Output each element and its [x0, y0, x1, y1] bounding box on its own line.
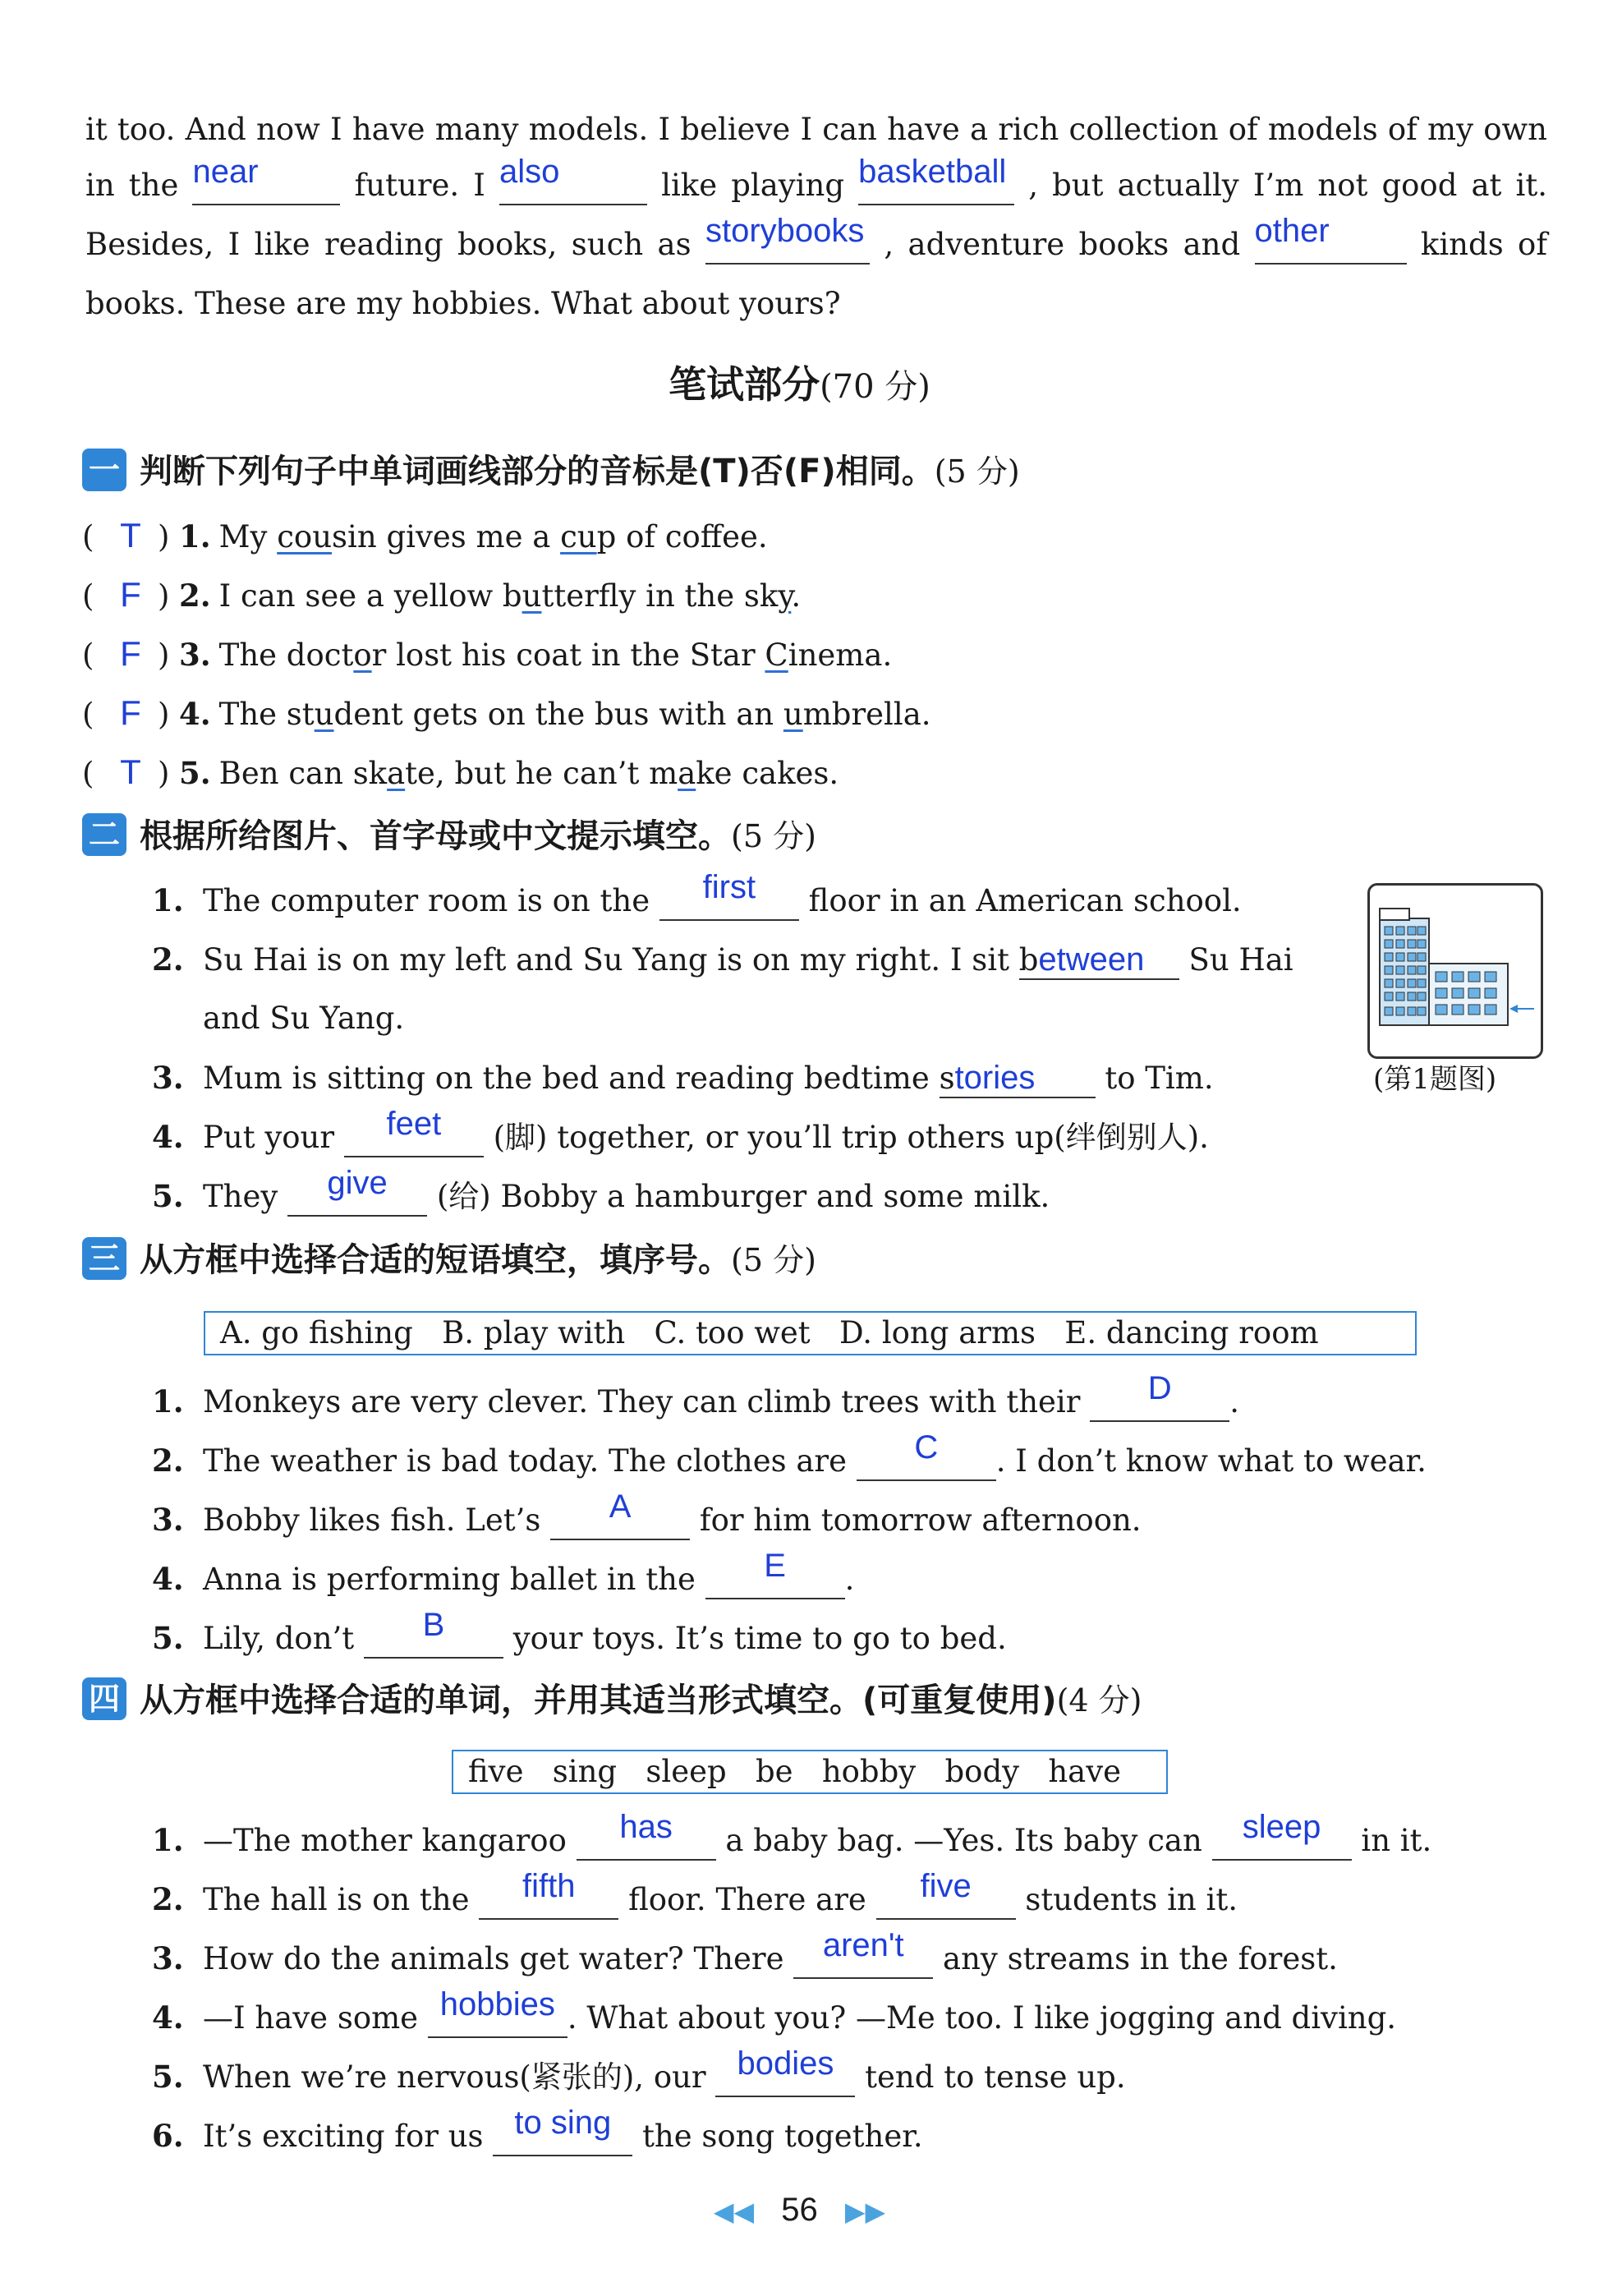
item-number: 3.: [152, 1940, 184, 1976]
answer: fifth: [522, 1868, 576, 1904]
answer: E: [764, 1548, 786, 1584]
answer-blank[interactable]: [577, 1809, 716, 1861]
tf-answer[interactable]: T: [120, 752, 141, 791]
answer: has: [619, 1809, 673, 1845]
answer: D: [1147, 1370, 1172, 1406]
text: When we’re nervous(紧张的), our: [203, 2059, 706, 2095]
item-number: 4.: [179, 696, 211, 732]
text: te, but he can’t m: [405, 756, 678, 791]
text: in the: [85, 168, 179, 203]
answer-blank[interactable]: [192, 154, 340, 205]
section-points: (5 分): [934, 453, 1020, 490]
text: .: [1229, 1384, 1239, 1419]
passage-line-1: it too. And now I have many models. I believe I can have a rich collection of models of my own: [85, 112, 1547, 147]
item-number: 5.: [152, 1178, 184, 1214]
underlined-part: C: [765, 637, 788, 673]
text: tend to tense up.: [865, 2059, 1126, 2095]
underlined-part: o: [353, 637, 372, 673]
s3-item-2: [152, 1429, 1427, 1486]
text: for him tomorrow afternoon.: [699, 1502, 1142, 1538]
text: The st: [218, 697, 315, 732]
text: Monkeys are very clever. They can climb trees with their: [203, 1384, 1081, 1419]
answer-blank[interactable]: [858, 154, 1014, 205]
text: Ben can sk: [218, 756, 388, 791]
item-number: 1.: [152, 1383, 184, 1419]
tf-item-1: ( T ) 1. My cousin gives me a cup of coffee.: [82, 511, 768, 562]
s2-item-2: [152, 935, 1293, 985]
text: My: [218, 519, 278, 554]
section-points: (4 分): [1056, 1682, 1142, 1719]
answer: basketball: [858, 154, 1007, 190]
answer-blank[interactable]: [659, 869, 799, 921]
answer-blank[interactable]: [344, 1106, 484, 1157]
s4-item-2: [152, 1868, 1238, 1925]
text: The computer room is on the: [203, 883, 650, 918]
text: The hall is on the: [203, 1882, 470, 1917]
section-title: [0, 355, 1599, 409]
item-number: 1.: [179, 518, 211, 554]
answer-blank[interactable]: [493, 2105, 632, 2156]
s4-item-4: [152, 1986, 1397, 2043]
item-number: 5.: [152, 2059, 184, 2095]
answer-blank[interactable]: [940, 1060, 1096, 1098]
item-number: 1.: [152, 1822, 184, 1858]
item-number: 1.: [152, 882, 184, 918]
answer-blank[interactable]: [499, 154, 647, 205]
tf-item-4: ( F ) 4. The student gets on the bus with an umbrella.: [82, 688, 931, 739]
answer: feet: [386, 1106, 442, 1142]
answer-blank[interactable]: [287, 1165, 427, 1217]
answer: A: [609, 1488, 632, 1525]
answer: C: [914, 1429, 939, 1465]
section-instruction: 根据所给图片、首字母或中文提示填空。: [140, 817, 731, 855]
answer-blank[interactable]: [793, 1927, 933, 1979]
answer-blank[interactable]: [705, 1548, 845, 1599]
item-number: 3.: [152, 1060, 184, 1096]
s3-item-1: [152, 1370, 1239, 1427]
text: to Tim.: [1105, 1061, 1214, 1096]
underlined-part: y: [778, 578, 792, 614]
text: in it.: [1361, 1823, 1432, 1858]
text: Su Hai: [1188, 942, 1293, 978]
tf-answer[interactable]: F: [120, 575, 141, 614]
text: Put your: [203, 1120, 335, 1155]
text: Lily, don’t: [203, 1621, 355, 1656]
text: ke cakes.: [696, 756, 839, 791]
text: like playing: [661, 168, 845, 203]
text: students in it.: [1025, 1882, 1238, 1917]
text: How do the animals get water? There: [203, 1941, 784, 1976]
answer: near: [192, 154, 259, 190]
section-instruction: 从方框中选择合适的短语填空，填序号。: [140, 1241, 731, 1279]
item-number: 5.: [179, 755, 211, 791]
phrase-box: A. go fishing B. play with C. too wet D. long arms E. dancing room: [204, 1311, 1417, 1355]
passage-line-2: [85, 154, 1547, 210]
answer-blank[interactable]: [1090, 1370, 1229, 1422]
text: dent gets on the bus with an: [333, 697, 783, 732]
prev-arrows-icon: ◀◀: [713, 2197, 755, 2226]
text: mbrella.: [802, 697, 931, 732]
text: any streams in the forest.: [943, 1941, 1338, 1976]
tf-item-2: ( F ) 2. I can see a yellow butterfly in the sky.: [82, 570, 801, 621]
text: . What about you? —Me too. I like jogging and diving.: [567, 2000, 1397, 2036]
text: Su Hai is on my left and Su Yang is on my right. I sit: [203, 942, 1009, 978]
answer: B: [422, 1607, 445, 1643]
passage-line-3: [85, 213, 1548, 269]
answer-blank[interactable]: [857, 1429, 996, 1481]
s4-item-1: [152, 1809, 1432, 1866]
text: It’s exciting for us: [203, 2119, 484, 2154]
answer-blank[interactable]: [715, 2045, 855, 2097]
answer: tories: [954, 1060, 1036, 1096]
s4-item-5: [152, 2045, 1126, 2102]
section-badge: 四: [82, 1677, 126, 1720]
answer: aren't: [822, 1927, 904, 1963]
s2-item-1: [152, 869, 1242, 926]
section-2-header: [82, 812, 816, 861]
section-instruction: 判断下列句子中单词画线部分的音标是(T)否(F)相同。: [140, 453, 935, 490]
item-number: 6.: [152, 2118, 184, 2154]
answer-blank[interactable]: [428, 1986, 567, 2038]
tf-item-5: ( T ) 5. Ben can skate, but he can’t make cakes.: [82, 748, 839, 798]
answer: first: [702, 869, 756, 905]
text: .: [791, 578, 802, 614]
text: (给) Bobby a hamburger and some milk.: [436, 1179, 1050, 1214]
section-badge: 二: [82, 813, 126, 856]
section-points: (5 分): [731, 1242, 816, 1278]
answer-blank[interactable]: [550, 1488, 690, 1540]
title-points: (70 分): [820, 368, 930, 406]
underlined-part: cou: [277, 519, 333, 554]
s2-item-3: [152, 1053, 1214, 1103]
underlined-part: cu: [560, 519, 597, 554]
text: Bobby likes fish. Let’s: [203, 1502, 541, 1538]
s3-item-5: [152, 1607, 1007, 1663]
text: your toys. It’s time to go to bed.: [512, 1621, 1007, 1656]
text: Besides, I like reading books, such as: [85, 227, 692, 262]
title-main: 笔试部分: [669, 362, 820, 407]
answer: bodies: [737, 2045, 834, 2082]
picture-caption: (第1题图): [1373, 1063, 1497, 1096]
item-number: 5.: [152, 1620, 184, 1656]
answer: etween: [1038, 941, 1145, 978]
text: p of coffee.: [596, 519, 768, 554]
s4-item-6: [152, 2105, 923, 2161]
page-footer: [0, 2192, 1599, 2229]
section-badge: 三: [82, 1237, 126, 1280]
section-1-header: [82, 447, 1020, 496]
text: , adventure books and: [884, 227, 1241, 262]
tf-answer[interactable]: F: [120, 693, 141, 732]
section-instruction: 从方框中选择合适的单词，并用其适当形式填空。(可重复使用): [140, 1682, 1057, 1719]
text: —The mother kangaroo: [203, 1823, 567, 1858]
text: tterfly in the sk: [541, 578, 779, 614]
text: I can see a yellow b: [218, 578, 522, 614]
tf-answer[interactable]: T: [120, 516, 141, 554]
answer: to sing: [514, 2105, 612, 2141]
page-number: 56: [781, 2192, 818, 2228]
answer-blank[interactable]: [1019, 941, 1179, 980]
answer-blank[interactable]: [364, 1607, 503, 1659]
text: The weather is bad today. The clothes are: [203, 1443, 847, 1479]
answer: hobbies: [439, 1986, 555, 2022]
item-number: 2.: [152, 1442, 184, 1479]
underlined-part: u: [522, 578, 542, 614]
tf-item-3: ( F ) 3. The doctor lost his coat in the Star Cinema.: [82, 629, 892, 680]
section-3-header: [82, 1235, 816, 1285]
underlined-part: a: [678, 756, 696, 791]
section-points: (5 分): [731, 818, 816, 854]
answer: other: [1254, 213, 1330, 249]
answer: storybooks: [705, 213, 865, 249]
item-number: 4.: [152, 1119, 184, 1155]
underlined-part: u: [783, 697, 803, 732]
tf-answer[interactable]: F: [120, 634, 141, 673]
s3-item-4: [152, 1548, 855, 1604]
answer: five: [920, 1868, 972, 1904]
next-arrows-icon: ▶▶: [844, 2197, 886, 2226]
answer-blank[interactable]: [876, 1868, 1016, 1920]
text: The doct: [218, 637, 354, 673]
answer: sleep: [1242, 1809, 1321, 1845]
text: the song together.: [642, 2119, 923, 2154]
section-badge: 一: [82, 449, 126, 491]
answer: also: [499, 154, 560, 190]
text: .: [844, 1562, 855, 1597]
text: kinds of: [1420, 227, 1548, 262]
text: They: [203, 1179, 278, 1214]
s2-item-2-cont: and Su Yang.: [203, 1001, 405, 1036]
initial-letter: b: [1018, 942, 1039, 978]
answer-blank[interactable]: [1254, 213, 1407, 265]
text: , but actually I’m not good at it.: [1028, 168, 1547, 203]
text: inema.: [788, 637, 893, 673]
item-number: 4.: [152, 1999, 184, 2036]
answer-blank[interactable]: [1212, 1809, 1352, 1861]
text: —I have some: [203, 2000, 419, 2036]
item-number: 4.: [152, 1561, 184, 1597]
answer-blank[interactable]: [705, 213, 870, 265]
item-number: 2.: [152, 1881, 184, 1917]
item-number: 2.: [179, 577, 211, 614]
passage-line-4: books. These are my hobbies. What about yours?: [85, 286, 841, 321]
answer: give: [327, 1165, 388, 1201]
text: Mum is sitting on the bed and reading bedtime: [203, 1061, 930, 1096]
item-number: 3.: [152, 1502, 184, 1538]
s4-item-3: [152, 1927, 1338, 1984]
item-number: 3.: [179, 637, 211, 673]
item-number: 2.: [152, 941, 184, 978]
section-4-header: [82, 1676, 1142, 1725]
text: a baby bag. —Yes. Its baby can: [725, 1823, 1202, 1858]
text: floor in an American school.: [808, 883, 1242, 918]
s2-item-4: [152, 1106, 1209, 1162]
answer-blank[interactable]: [479, 1868, 618, 1920]
text: r lost his coat in the Star: [371, 637, 765, 673]
building-picture: [1367, 883, 1543, 1059]
text: floor. There are: [628, 1882, 866, 1917]
building-icon: [1370, 886, 1541, 1056]
text: future. I: [354, 168, 485, 203]
text: sin gives me a: [332, 519, 561, 554]
s2-item-5: [152, 1165, 1050, 1222]
word-box: five sing sleep be hobby body have: [452, 1750, 1168, 1794]
underlined-part: a: [387, 756, 406, 791]
text: (脚) together, or you’ll trip others up(绊倒别人).: [493, 1120, 1209, 1155]
initial-letter: s: [939, 1061, 955, 1096]
underlined-part: u: [314, 697, 334, 732]
s3-item-3: [152, 1488, 1142, 1545]
text: . I don’t know what to wear.: [995, 1443, 1427, 1479]
text: Anna is performing ballet in the: [203, 1562, 696, 1597]
